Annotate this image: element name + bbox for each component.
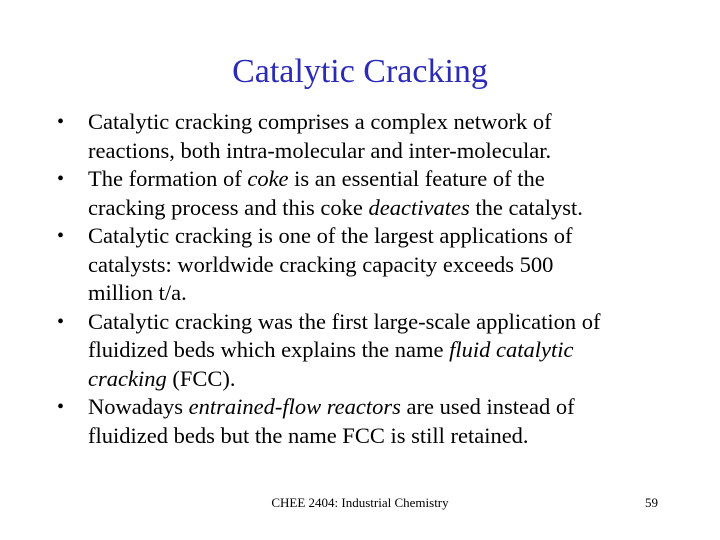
text-run: the catalyst. (469, 194, 583, 220)
bullet-list (57, 108, 657, 450)
text-run: Catalytic cracking was the first large-scale application of (88, 308, 601, 334)
bullet-line (88, 165, 657, 194)
bullet-line (88, 365, 657, 394)
bullet-dot-icon: • (57, 168, 65, 190)
text-run: fluidized beds which explains the name (88, 337, 450, 362)
bullet-line (88, 137, 657, 166)
italic-term: entrained-flow reactors (188, 394, 401, 419)
slide-footer: CHEE 2404: Industrial Chemistry (271, 495, 449, 510)
text-run: Catalytic cracking comprises a complex network of (88, 109, 552, 134)
bullet-line (88, 194, 657, 223)
italic-term: coke (247, 166, 289, 191)
bullet-line (88, 279, 657, 308)
text-run: cracking process and this coke (88, 194, 369, 220)
bullet-item (57, 393, 657, 450)
bullet-line (88, 308, 657, 337)
italic-term: fluid catalytic (449, 337, 574, 362)
text-run: reactions, both intra-molecular and inter-molecular. (88, 137, 552, 163)
text-run: is an essential feature of the (288, 166, 545, 191)
bullet-item (57, 308, 657, 394)
bullet-line (88, 393, 657, 422)
bullet-line (88, 222, 657, 251)
italic-term: cracking (88, 365, 167, 391)
text-run: fluidized beds but the name FCC is still retained. (88, 422, 529, 448)
bullet-line (88, 336, 657, 365)
text-run: (FCC). (166, 365, 236, 391)
text-run: The formation of (88, 166, 248, 191)
bullet-line (88, 108, 657, 137)
slide-title: Catalytic Cracking (232, 53, 488, 90)
bullet-line (88, 422, 657, 451)
bullet-item (57, 108, 657, 165)
bullet-item (57, 222, 657, 308)
text-run: Catalytic cracking is one of the largest applications of (88, 223, 573, 248)
bullet-dot-icon: • (57, 396, 65, 418)
bullet-dot-icon: • (57, 111, 65, 133)
bullet-item (57, 165, 657, 222)
text-run: are used instead of (400, 394, 575, 419)
bullet-dot-icon: • (57, 310, 65, 333)
text-run: million t/a. (88, 280, 187, 305)
italic-term: deactivates (368, 194, 470, 220)
text-run: catalysts: worldwide cracking capacity exceeds 500 (88, 251, 554, 277)
bullet-line (88, 251, 657, 280)
page-number: 59 (645, 495, 658, 510)
bullet-dot-icon: • (57, 225, 65, 247)
text-run: Nowadays (88, 394, 189, 419)
